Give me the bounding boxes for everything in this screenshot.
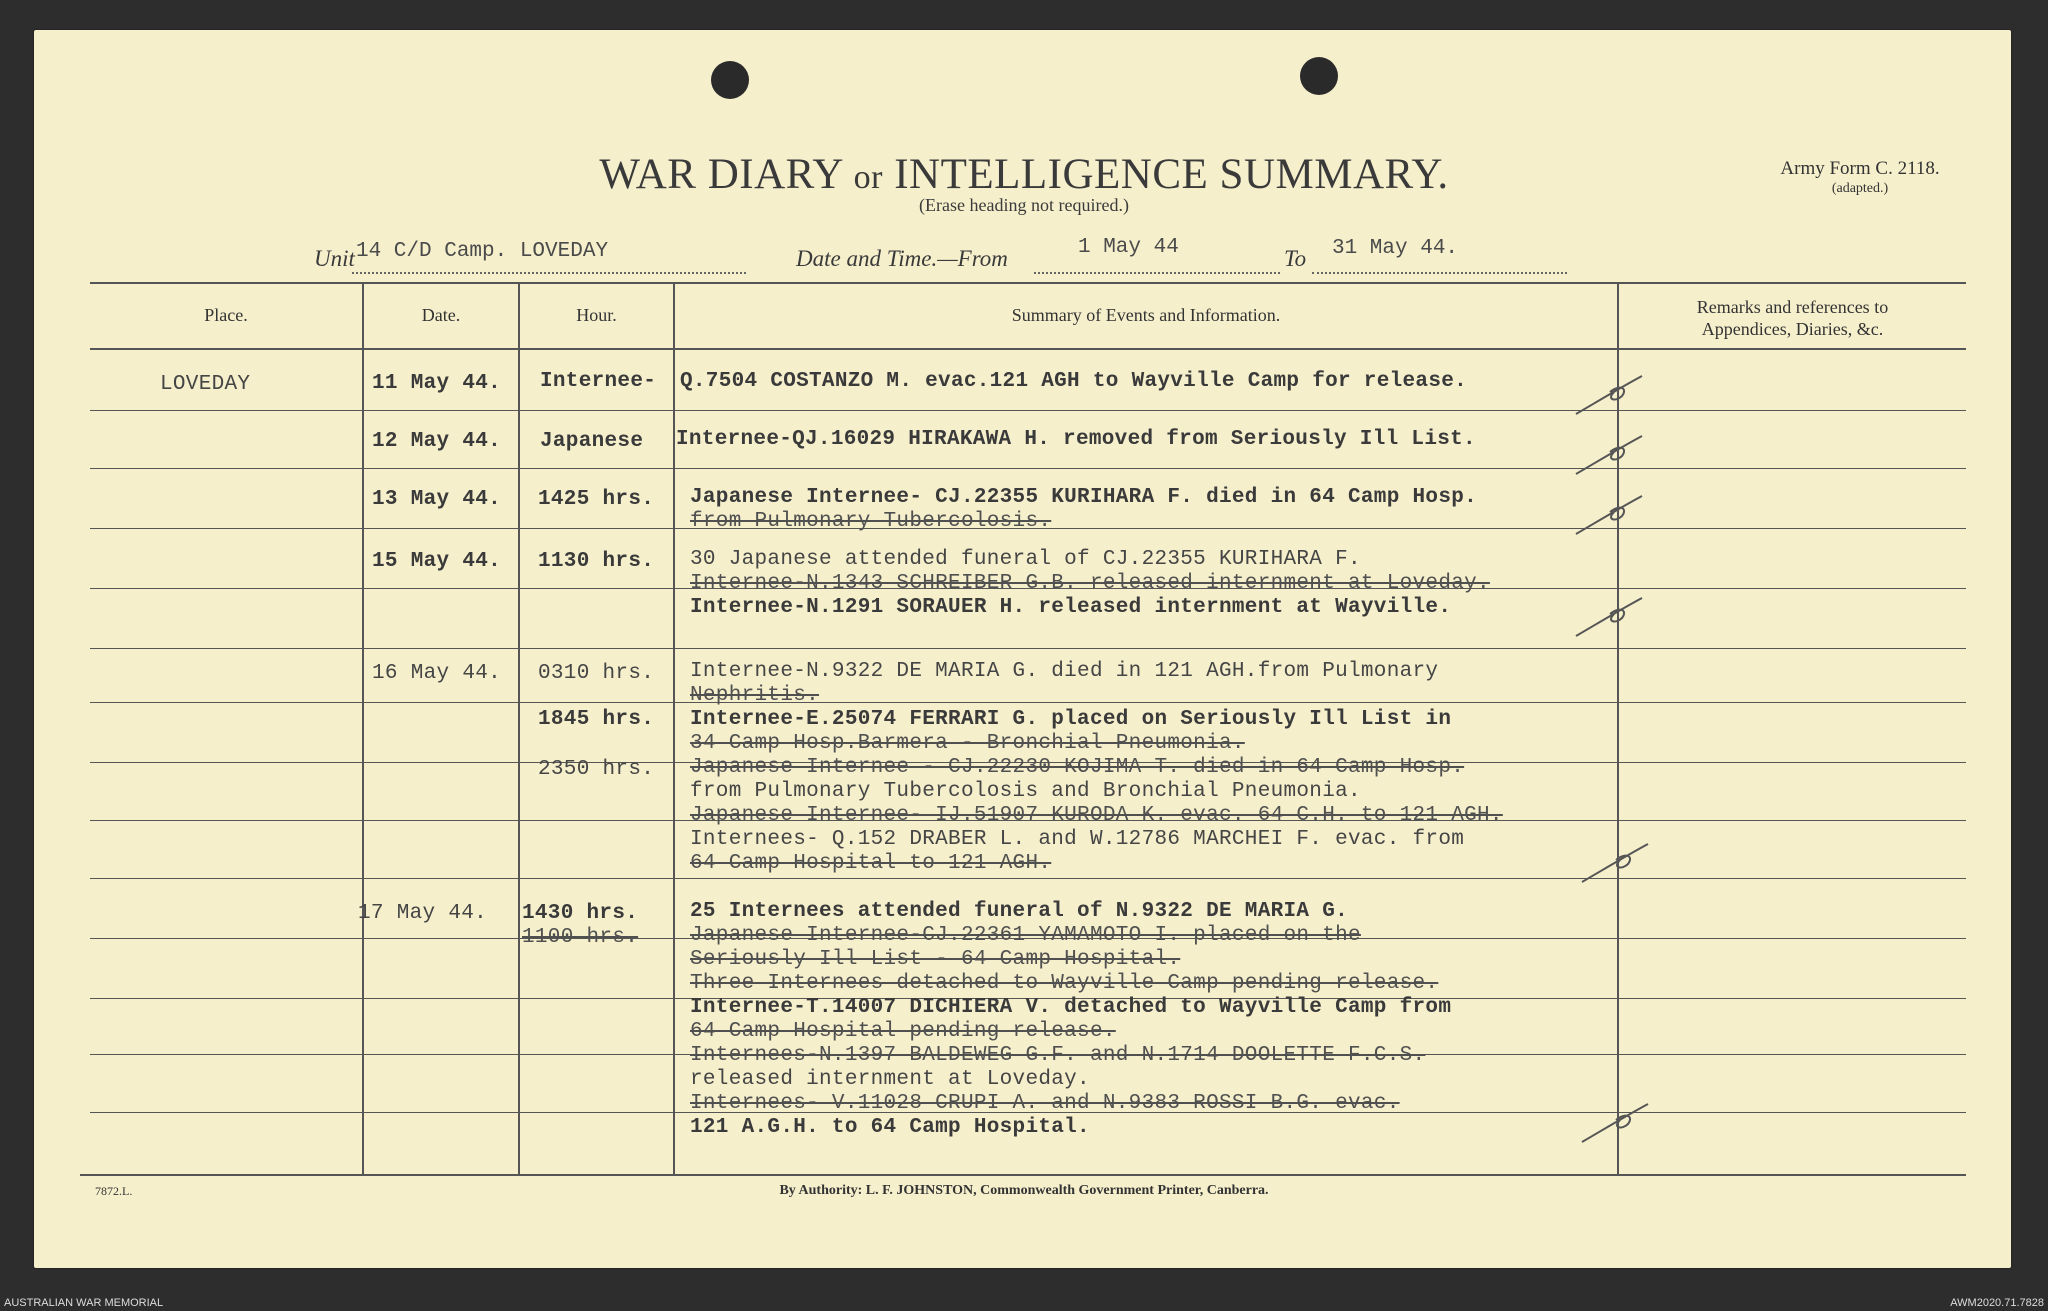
date-to-label: To [1284,246,1307,271]
archive-name: AUSTRALIAN WAR MEMORIAL [4,1297,164,1309]
punch-hole-right [1300,57,1338,95]
page-title: WAR DIARY or INTELLIGENCE SUMMARY. [599,151,1449,198]
date-from-label: Date and Time.—From [796,246,1008,271]
entry-hour: Japanese [540,430,644,453]
entry-summary-line: Nephritis. [690,684,820,707]
tick-mark-icon [1570,592,1650,642]
entry-date: 17 May 44. [358,902,488,925]
entry-hour: 1130 hrs. [538,550,655,573]
ruled-line [90,410,1966,411]
date-to-value: 31 May 44. [1332,237,1459,260]
entry-summary-line: Internees-N.1397 BALDEWEG G.F. and N.1714 DOOLETTE F.C.S. [690,1044,1426,1067]
entry-summary-line: Internees- Q.152 DRABER L. and W.12786 MARCHEI F. evac. from [690,828,1465,851]
entry-hour: 1425 hrs. [538,488,655,511]
entry-date: 15 May 44. [372,550,502,573]
entry-hour: 1430 hrs. [522,902,639,925]
entry-hour: 0310 hrs. [538,662,655,685]
punch-hole-left [711,61,749,99]
entry-date: 11 May 44. [372,372,502,395]
tick-mark-icon [1570,490,1650,540]
tick-mark-icon [1576,1098,1656,1148]
entry-summary-line: Japanese Internee- CJ.22355 KURIHARA F. died in 64 Camp Hosp. [690,486,1478,509]
column-header-date: Date. [421,305,461,325]
archive-reference: AWM2020.71.7828 [1950,1297,2044,1309]
entry-summary-line: Q.7504 COSTANZO M. evac.121 AGH to Wayville Camp for release. [680,370,1468,393]
entry-summary-line: Japanese Internee - CJ.22230 KOJIMA T. died in 64 Camp Hosp. [690,756,1465,779]
ruled-line [90,702,1966,703]
date-to-dotted-line [1312,272,1567,274]
date-from-value: 1 May 44 [1078,236,1179,259]
column-header-hour: Hour. [576,305,617,325]
entry-summary-line: Internee-N.1343 SCHREIBER G.B. released internment at Loveday. [690,572,1490,595]
entry-summary-line: released internment at Loveday. [690,1068,1090,1091]
entry-summary-line: 121 A.G.H. to 64 Camp Hospital. [690,1116,1090,1139]
entry-summary-line: 64 Camp Hospital to 121 AGH. [690,852,1052,875]
form-code: 7872.L. [95,1184,133,1198]
printer-authority: By Authority: L. F. JOHNSTON, Commonwealth Government Printer, Canberra. [779,1183,1269,1198]
entry-summary-line: Seriously Ill List - 64 Camp Hospital. [690,948,1181,971]
entry-summary-line: Japanese Internee-CJ.22361 YAMAMOTO I. placed on the [690,924,1361,947]
army-form-number: Army Form C. 2118. (adapted.) [1780,158,1940,196]
entry-summary-line: Internee-N.9322 DE MARIA G. died in 121 AGH.from Pulmonary [690,660,1439,683]
entry-summary-line: Internee-E.25074 FERRARI G. placed on Seriously Ill List in [690,708,1452,731]
tick-mark-icon [1576,838,1656,888]
column-header-summary: Summary of Events and Information. [1011,305,1281,325]
entry-summary-line: 25 Internees attended funeral of N.9322 DE MARIA G. [690,900,1349,923]
entry-summary-line: Three Internees detached to Wayville Camp pending release. [690,972,1439,995]
entry-summary-line: from Pulmonary Tubercolosis and Bronchial Pneumonia. [690,780,1361,803]
entry-summary-line: Internees- V.11028 CRUPI A. and N.9383 ROSSI B.G. evac. [690,1092,1400,1115]
entry-date: 16 May 44. [372,662,502,685]
entry-summary-line: Japanese Internee- IJ.51907 KURODA K. evac. 64 C.H. to 121 AGH. [690,804,1503,827]
tick-mark-icon [1570,430,1650,480]
entry-date: 13 May 44. [372,488,502,511]
entry-summary-line: Internee-QJ.16029 HIRAKAWA H. removed from Seriously Ill List. [676,428,1476,451]
ruled-line [90,648,1966,649]
entry-hour: Internee- [540,370,657,393]
unit-dotted-line [352,272,746,274]
entry-summary-line: Internee-N.1291 SORAUER H. released internment at Wayville. [690,596,1452,619]
date-from-dotted-line [1034,272,1280,274]
page-subtitle: (Erase heading not required.) [919,195,1129,215]
entry-hour: 1845 hrs. [538,708,655,731]
place-value: LOVEDAY [160,373,251,396]
entry-summary-line: 34 Camp Hosp.Barmera - Bronchial Pneumonia. [690,732,1245,755]
entry-summary-line: 64 Camp Hospital pending release. [690,1020,1116,1043]
entry-date: 12 May 44. [372,430,502,453]
ruled-line [90,468,1966,469]
entry-hour: 1100 hrs. [522,926,639,949]
ruled-line [90,878,1966,879]
unit-label: Unit [314,246,355,271]
column-header-place: Place. [204,305,248,325]
entry-summary-line: Internee-T.14007 DICHIERA V. detached to Wayville Camp from [690,996,1452,1019]
entry-summary-line: 30 Japanese attended funeral of CJ.22355 KURIHARA F. [690,548,1361,571]
tick-mark-icon [1570,370,1650,420]
column-header-remarks: Remarks and references to Appendices, Diaries, &c. [1696,297,1889,339]
entry-hour: 2350 hrs. [538,758,655,781]
unit-value: 14 C/D Camp. LOVEDAY [356,240,609,263]
entry-summary-line: from Pulmonary Tubercolosis. [690,510,1052,533]
